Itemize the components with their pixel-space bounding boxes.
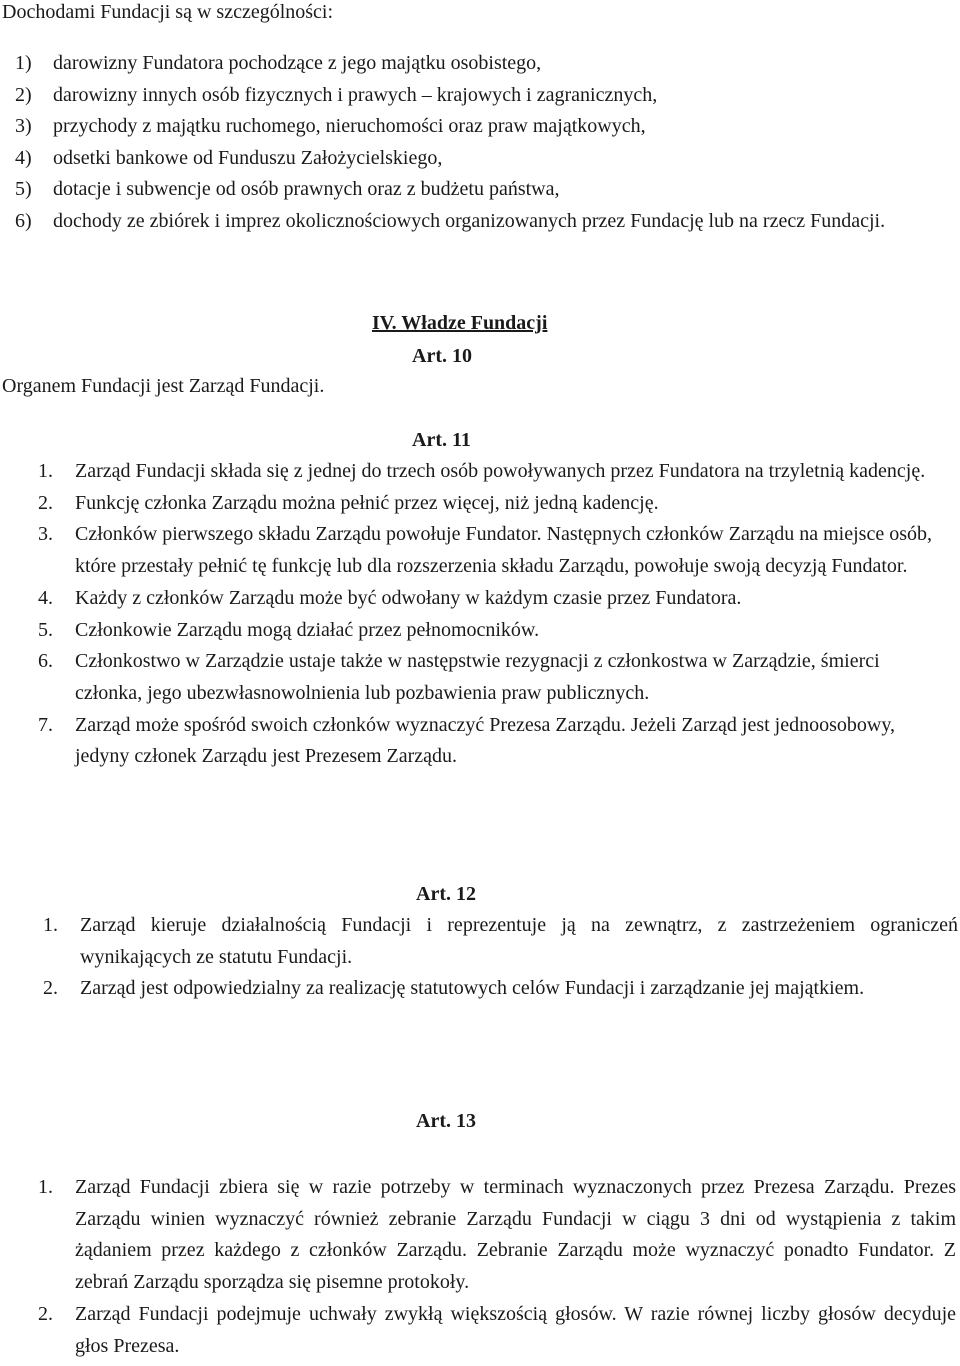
- article-heading: Art. 13: [416, 1110, 476, 1132]
- list-item-number: 2.: [38, 1302, 53, 1325]
- list-item-number: 5.: [38, 618, 53, 641]
- list-item: [15, 80, 955, 112]
- list-item-number: 3.: [38, 523, 53, 546]
- list-item-number: 1.: [38, 1176, 53, 1198]
- list-item: [38, 1299, 956, 1362]
- list-item-text: Członkostwo w Zarządzie ustaje także w następstwie rezygnacji z członkostwa w Zarządzie, śmierci członka, jego ubezwłasnowolnienia lub pozbawienia praw publicznych.: [75, 650, 880, 704]
- list-item-text: Funkcję członka Zarządu można pełnić przez więcej, niż jedną kadencję.: [75, 491, 659, 514]
- list-item: [38, 488, 938, 520]
- list-item: [15, 111, 955, 143]
- list-item-number: 2): [15, 83, 32, 106]
- list-item-number: 7.: [38, 713, 53, 736]
- list-item-number: 2.: [43, 977, 58, 1000]
- list-item-text: odsetki bankowe od Funduszu Założycielskiego,: [53, 146, 443, 169]
- article-paragraph: Organem Fundacji jest Zarząd Fundacji.: [2, 375, 325, 397]
- list-item: [38, 583, 938, 615]
- list-item-text: Członków pierwszego składu Zarządu powołuje Fundator. Następnych członków Zarządu na miejsce osób, które przestały pełnić tę funkcję lub dla rozszerzenia składu Zarządu, powołuje swoją decyzją Fundator.: [75, 523, 932, 578]
- list-item-number: 4.: [38, 586, 53, 609]
- list-item-number: 4): [15, 146, 32, 169]
- list-item: [15, 174, 955, 206]
- list-item: [43, 973, 958, 1005]
- list-item-text: Zarząd Fundacji składa się z jednej do trzech osób powoływanych przez Fundatora na trzyletnią kadencję.: [75, 460, 926, 482]
- list-item-text: Zarząd kieruje działalnością Fundacji i reprezentuje ją na zewnątrz, z zastrzeżeniem ograniczeń wynikających ze statutu Fundacji.: [80, 914, 958, 968]
- list-item-text: Zarząd jest odpowiedzialny za realizację statutowych celów Fundacji i zarządzanie jej majątkiem.: [80, 977, 865, 1000]
- list-item-text: darowizny Fundatora pochodzące z jego majątku osobistego,: [53, 52, 542, 74]
- article-heading: Art. 12: [416, 883, 476, 905]
- list-item-number: 3): [15, 115, 32, 138]
- list-item-text: Członkowie Zarządu mogą działać przez pełnomocników.: [75, 618, 540, 641]
- list-item: [38, 615, 938, 647]
- list-item-text: przychody z majątku ruchomego, nieruchomości oraz praw majątkowych,: [53, 115, 646, 138]
- list-item: [38, 646, 938, 709]
- list-item: [15, 48, 955, 80]
- list-item-number: 1.: [38, 460, 53, 482]
- list-item-text: darowizny innych osób fizycznych i prawych – krajowych i zagranicznych,: [53, 83, 658, 106]
- article-12-list: [43, 910, 958, 1005]
- income-list: [15, 48, 955, 238]
- article-11-list: [38, 456, 938, 773]
- list-item: [38, 519, 938, 582]
- article-13-list: [38, 1172, 956, 1362]
- list-item-text: Zarząd może spośród swoich członków wyznaczyć Prezesa Zarządu. Jeżeli Zarząd jest jednoosobowy, jedyny członek Zarządu jest Prezesem Zarządu.: [75, 713, 896, 768]
- list-item: [43, 910, 958, 973]
- list-item-text: Zarząd Fundacji podejmuje uchwały zwykłą większością głosów. W razie równej liczby głosów decyduje głos Prezesa.: [75, 1302, 956, 1357]
- chapter-heading: IV. Władze Fundacji: [372, 312, 548, 334]
- list-item-number: 2.: [38, 491, 53, 514]
- list-item-text: dochody ze zbiórek i imprez okolicznościowych organizowanych przez Fundację lub na rzecz Fundacji.: [53, 209, 886, 232]
- list-item-number: 1): [15, 52, 32, 74]
- list-item: [15, 206, 958, 238]
- list-item: [38, 1172, 956, 1299]
- list-item-text: dotacje i subwencje od osób prawnych oraz z budżetu państwa,: [53, 178, 560, 201]
- intro-paragraph: Dochodami Fundacji są w szczególności:: [2, 1, 334, 23]
- list-item-text: Zarząd Fundacji zbiera się w razie potrzeby w terminach wyznaczonych przez Prezesa Zarządu. Prezes Zarządu winien wyznaczyć również zebranie Zarządu Fundacji w ciągu 3 dni od wystąpienia z takim żądaniem przez każdego z członków Zarządu. Zebranie Zarządu może wyznaczyć ponadto Fundator. Z zebrań Zarządu sporządza się pisemne protokoły.: [75, 1176, 956, 1294]
- article-heading: Art. 11: [412, 429, 471, 451]
- list-item-number: 1.: [43, 914, 58, 936]
- list-item-number: 5): [15, 178, 32, 201]
- list-item: [38, 710, 938, 773]
- list-item-number: 6.: [38, 650, 53, 673]
- list-item: [38, 456, 938, 488]
- list-item-number: 6): [15, 209, 32, 232]
- article-heading: Art. 10: [412, 345, 472, 367]
- list-item-text: Każdy z członków Zarządu może być odwołany w każdym czasie przez Fundatora.: [75, 586, 742, 609]
- list-item: [15, 143, 955, 175]
